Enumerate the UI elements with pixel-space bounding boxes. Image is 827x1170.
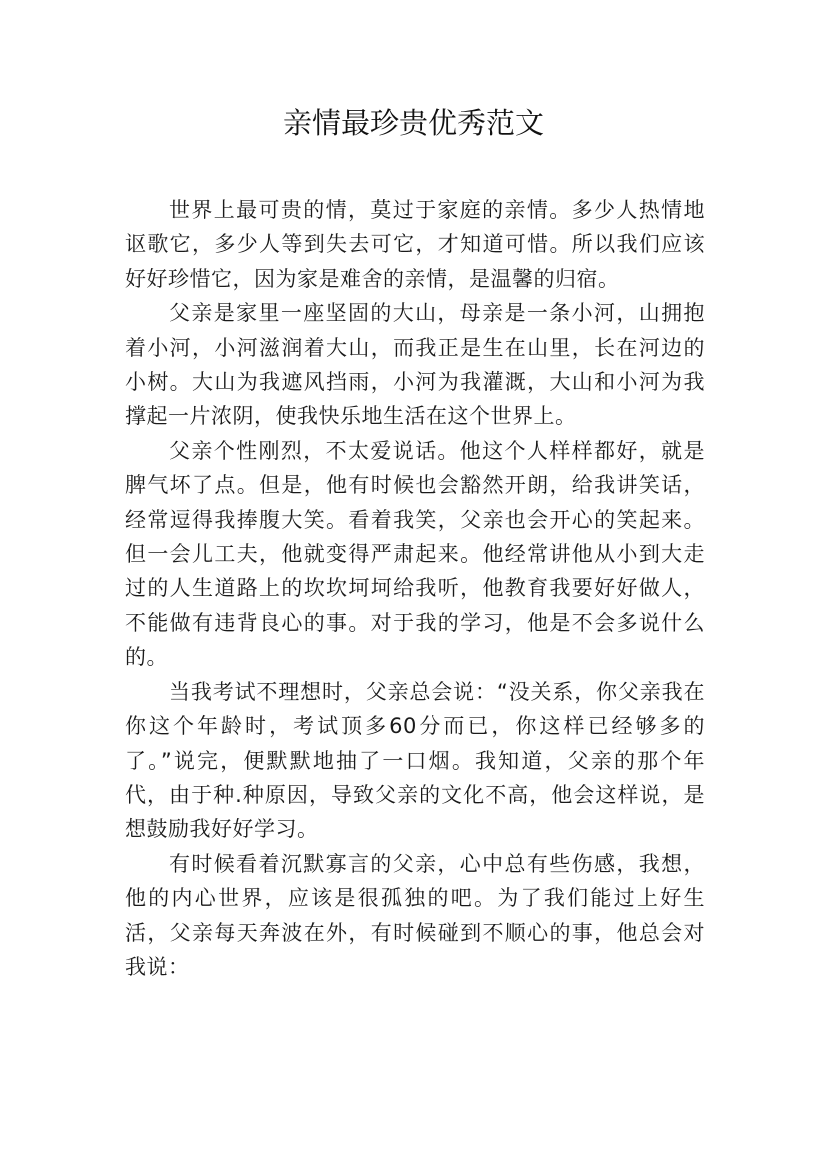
- paragraph: 世界上最可贵的情，莫过于家庭的亲情。多少人热情地讴歌它，多少人等到失去可它，才知道可惜。所以我们应该好好珍惜它，因为家是难舍的亲情，是温馨的归宿。: [125, 198, 705, 291]
- paragraph: 有时候看着沉默寡言的父亲，心中总有些伤感，我想，他的内心世界，应该是很孤独的吧。为了我们能过上好生活，父亲每天奔波在外，有时候碰到不顺心的事，他总会对我说：: [125, 851, 705, 979]
- document-body: [125, 193, 705, 984]
- paragraph: 当我考试不理想时，父亲总会说：“没关系，你父亲我在你这个年龄时，考试顶多60分而已，你这样已经够多的了。”说完，便默默地抽了一口烟。我知道，父亲的那个年代，由于种.种原因，导致父亲的文化不高，他会这样说，是想鼓励我好好学习。: [125, 679, 705, 842]
- document-title: 亲情最珍贵优秀范文: [282, 106, 544, 140]
- paragraph: 父亲是家里一座坚固的大山，母亲是一条小河，山拥抱着小河，小河滋润着大山，而我正是生在山里，长在河边的小树。大山为我遮风挡雨，小河为我灌溉，大山和小河为我撑起一片浓阴，使我快乐地生活在这个世界上。: [125, 301, 705, 429]
- paragraph: 父亲个性刚烈，不太爱说话。他这个人样样都好，就是脾气坏了点。但是，他有时候也会豁然开朗，给我讲笑话，经常逗得我捧腹大笑。看着我笑，父亲也会开心的笑起来。但一会儿工夫，他就变得严肃起来。他经常讲他从小到大走过的人生道路上的坎坎坷坷给我听，他教育我要好好做人，不能做有违背良心的事。对于我的学习，他是不会多说什么的。: [125, 438, 705, 670]
